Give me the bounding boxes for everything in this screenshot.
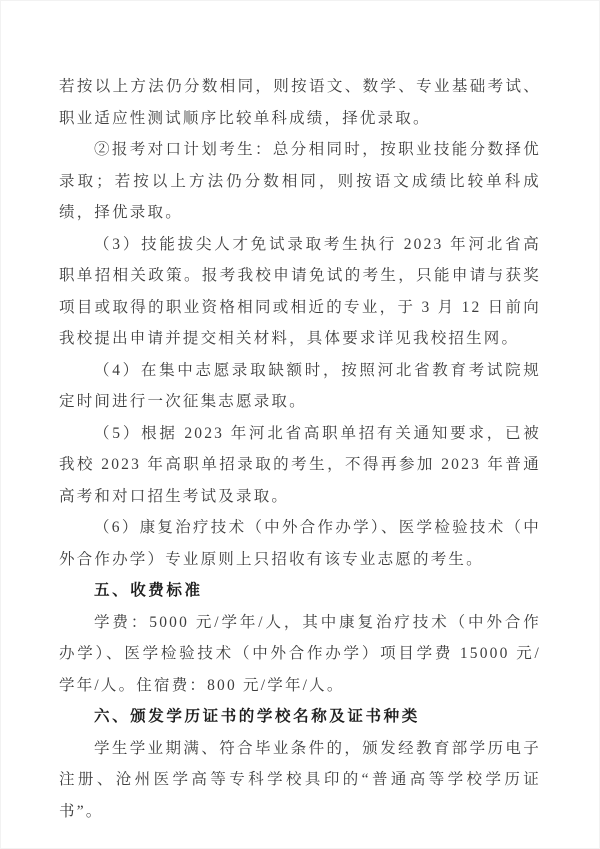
- section-heading-diploma: 六、颁发学历证书的学校名称及证书种类: [94, 708, 420, 725]
- paragraph-duikou-plan: ②报考对口计划考生：总分相同时，按职业技能分数择优录取；若按以上方法仍分数相同，则按语文成绩比较单科成绩，择优录取。: [59, 141, 541, 221]
- paragraph-no-gaokao-after-admission: （5）根据 2023 年河北省高职单招有关通知要求，已被我校 2023 年高职单招录取的考生，不得再参加 2023 年普通高考和对口招生考试及录取。: [59, 424, 541, 505]
- paragraph-diploma-details: 学生学业期满、符合毕业条件的，颁发经教育部学历电子注册、沧州医学高等专科学校具印的“普通高等学校学历证书”。: [59, 739, 541, 820]
- paragraph-skill-exemption: （3）技能拔尖人才免试录取考生执行 2023 年河北省高职单招相关政策。报考我校申请免试的考生，只能申请与获奖项目或取得的职业资格相同或相近的专业，于 3 月 12 日前向我校提出申请并提交相关材料，具体要求详见我校招生网。: [59, 235, 541, 347]
- paragraph-tiebreak-continuation: 若按以上方法仍分数相同，则按语文、数学、专业基础考试、职业适应性测试顺序比较单科成绩，择优录取。: [59, 78, 541, 127]
- document-body: [59, 71, 541, 827]
- paragraph-supplementary-volunteer: （4）在集中志愿录取缺额时，按照河北省教育考试院规定时间进行一次征集志愿录取。: [59, 361, 541, 410]
- paragraph-fee-details: 学费：5000 元/学年/人，其中康复治疗技术（中外合作办学）、医学检验技术（中外合作办学）项目学费 15000 元/学年/人。住宿费：800 元/学年/人。: [59, 613, 541, 694]
- paragraph-sino-foreign-majors: （6）康复治疗技术（中外合作办学）、医学检验技术（中外合作办学）专业原则上只招收有该专业志愿的考生。: [59, 519, 541, 568]
- section-heading-fees: 五、收费标准: [94, 582, 203, 599]
